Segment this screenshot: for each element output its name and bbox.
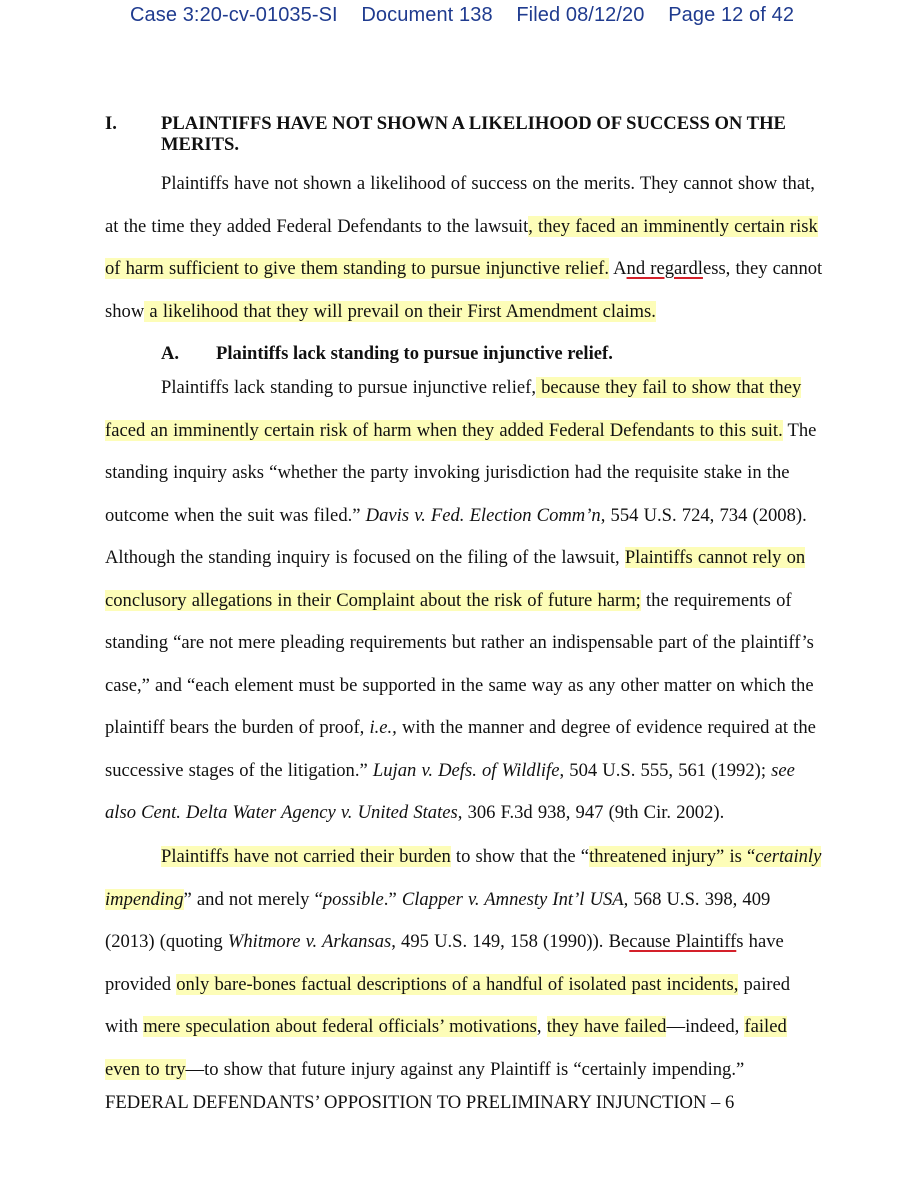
highlight: certainly impending [105,846,822,910]
highlight: mere speculation about federal officials’ motivations [143,1016,537,1037]
case-citation: see also Cent. Delta Water Agency v. United States [105,759,795,823]
subheading-a [161,341,821,367]
filed-date: Filed 08/12/20 [516,4,645,26]
ecf-header [0,4,924,27]
section-title: PLAINTIFFS HAVE NOT SHOWN A LIKELIHOOD OF SUCCESS ON THE MERITS. [161,113,786,155]
case-citation: Whitmore v. Arkansas [227,931,392,952]
document-number: Document 138 [361,4,493,26]
page-footer: FEDERAL DEFENDANTS’ OPPOSITION TO PRELIMINARY INJUNCTION – 6 [105,1092,735,1113]
page-indicator: Page 12 of 42 [668,4,795,26]
paragraph-2: Plaintiffs lack standing to pursue injunctive relief, because they fail to show that they faced an imminently certain risk of harm when they added Federal Defendants to this suit. The standing inquiry asks “whether the party invoking jurisdiction had the requisite stake in the outcome when the suit was filed.” Davis v. Fed. Election Comm’n, 554 U.S. 724, 734 (2008). Although the standing inquiry is focused on the filing of the lawsuit, Plaintiffs cannot rely on conclusory allegations in their Complaint about the risk of future harm; the requirements of standing “are not mere pleading requirements but rather an indispensable part of the plaintiff’s case,” and “each element must be supported in the same way as any other matter on which the plaintiff bears the burden of proof, i.e., with the manner and degree of evidence required at the successive stages of the litigation.” Lujan v. Defs. of Wildlife, 504 U.S. 555, 561 (1992); see also Cent. Delta Water Agency v. United States, 306 F.3d 938, 947 (9th Cir. 2002). [105,377,817,823]
highlight: , they faced an imminently certain risk of harm sufficient to give them standing to pursue injunctive relief. [105,215,818,279]
red-underline: nd regardl [626,258,703,279]
highlight: because they fail to show that they faced an imminently certain risk of harm when they added Federal Defendants to this suit. [105,377,802,441]
case-citation: Lujan v. Defs. of Wildlife [372,759,560,781]
highlight: Plaintiffs have not carried their burden [161,846,451,867]
highlight: only bare-bones factual descriptions of a handful of isolated past incidents, [176,973,739,995]
paragraph-3: Plaintiffs have not carried their burden to show that the “threatened injury” is “certainly impending” and not merely “possible.” Clapper v. Amnesty Int’l USA, 568 U.S. 398, 409 (2013) (quoting Whitmore v. Arkansas, 495 U.S. 149, 158 (1990)). Because Plaintiffs have provided only bare-bones factual descriptions of a handful of isolated past incidents, paired with mere speculation about federal officials’ motivations, they have failed—indeed, failed even to try—to show that future injury against any Plaintiff is “certainly impending.” [105,846,822,1080]
case-citation: Davis v. Fed. Election Comm’n [365,504,601,526]
subheading-number: A. [161,343,180,364]
highlight: a likelihood that they will prevail on their First Amendment claims. [144,300,656,322]
highlight: failed even to try [105,1016,787,1080]
subheading-title: Plaintiffs lack standing to pursue injunctive relief. [216,343,613,364]
red-underline: cause Plaintiff [629,931,737,952]
highlight: Plaintiffs cannot rely on conclusory allegations in their Complaint about the risk of future harm; [105,547,806,611]
highlight: they have failed [546,1016,667,1037]
paragraph-1: Plaintiffs have not shown a likelihood of success on the merits. They cannot show that, at the time they added Federal Defendants to the lawsuit, they faced an imminently certain risk of harm sufficient to give them standing to pursue injunctive relief. And regardless, they cannot show a likelihood that they will prevail on their First Amendment claims. [105,173,823,322]
case-citation: Clapper v. Amnesty Int’l USA [396,888,624,910]
highlight: threatened injury” is “ [589,846,756,867]
section-number: I. [105,113,117,134]
case-number: Case 3:20-cv-01035-SI [129,4,338,26]
